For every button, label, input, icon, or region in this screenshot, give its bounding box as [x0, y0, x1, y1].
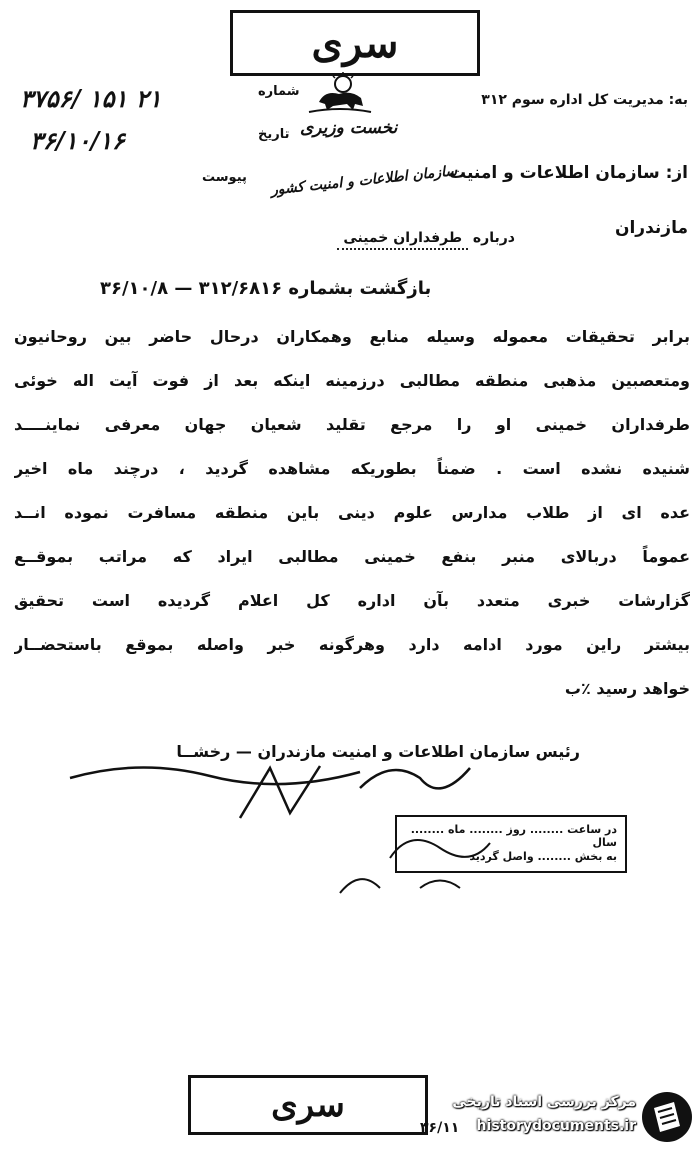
receipt-line-1: در ساعت ........ روز ........ ماه ........ سال — [410, 823, 617, 849]
body-line: عده ای از طلاب مدارس علوم دینی باین منطقه مسافرت نموده انــد — [14, 503, 690, 522]
classification-text: سری — [311, 19, 399, 67]
lion-sun-emblem-icon — [305, 72, 375, 116]
date-value: ۳۶/۱۰/۱۶ — [30, 126, 125, 155]
destination: مازندران — [614, 218, 688, 238]
reference-line: بازگشت بشماره ۳۱۲/۶۸۱۶ — ۳۶/۱۰/۸ — [100, 278, 432, 299]
addressed-to: به: مدیریت کل اداره سوم ۳۱۲ — [481, 92, 688, 108]
body-line: عموماً دربالای منبر بنفع خمینی مطالبی ایراد که مراتب بموقــع — [14, 547, 690, 566]
subject-line — [337, 230, 515, 246]
body-line: گزارشات خبری متعدد بآن اداره کل اعلام گردیده است تحقیق — [14, 591, 690, 610]
receipt-line-2: به بخش ........ واصل گردید — [469, 850, 617, 863]
receipt-stamp — [395, 815, 627, 873]
number-value: ۳۷۵۶/ ۱۵۱ ۲۱ — [20, 84, 162, 113]
prime-minister-title: نخست وزیری — [300, 118, 398, 138]
body-line: بیشتر راین مورد ادامه دارد وهرگونه خبر واصله بموقع باستحضــار — [14, 635, 690, 654]
classification-stamp — [230, 10, 480, 76]
watermark-persian: مرکز بررسی اسناد تاریخی — [452, 1094, 636, 1110]
body-line: ومتعصبین مذهبی منطقه مطالبی درزمینه اینکه بعد از فوت آیت اله خوئی — [14, 371, 690, 390]
footer-partial-date: ۳۶/۱۱ — [420, 1120, 460, 1136]
subject-value: طرفداران خمینی — [337, 230, 468, 250]
attachment-label: پیوست — [202, 170, 247, 185]
body-line: خواهد رسید ٪ب — [564, 679, 690, 698]
number-label: شماره — [258, 84, 300, 99]
org-subtitle: سازمان اطلاعات و امنیت کشور — [270, 163, 458, 199]
footer-classification-text: سری — [271, 1085, 345, 1125]
letter-body — [14, 315, 690, 711]
body-line: برابر تحقیقات معموله وسیله منابع وهمکاران درحال حاضر بین روحانیون — [14, 327, 690, 346]
from-line: از: سازمان اطلاعات و امنیت — [448, 163, 688, 183]
archive-logo-icon — [640, 1090, 694, 1144]
body-line: طرفداران خمینی او را مرجع تقلید شعیان جهان معرفی نماینــــد — [14, 415, 690, 434]
body-line: شنیده نشده است . ضمناً بطوریکه مشاهده گردید ، درچند ماه اخیر — [14, 459, 690, 478]
signature-title: رئیس سازمان اطلاعات و امنیت مازندران — رخشــا — [176, 742, 580, 761]
subject-label: درباره — [472, 230, 515, 246]
footer-classification-stamp — [188, 1075, 428, 1135]
watermark-url: historydocuments.ir — [476, 1118, 636, 1134]
date-label: تاریخ — [258, 127, 290, 142]
